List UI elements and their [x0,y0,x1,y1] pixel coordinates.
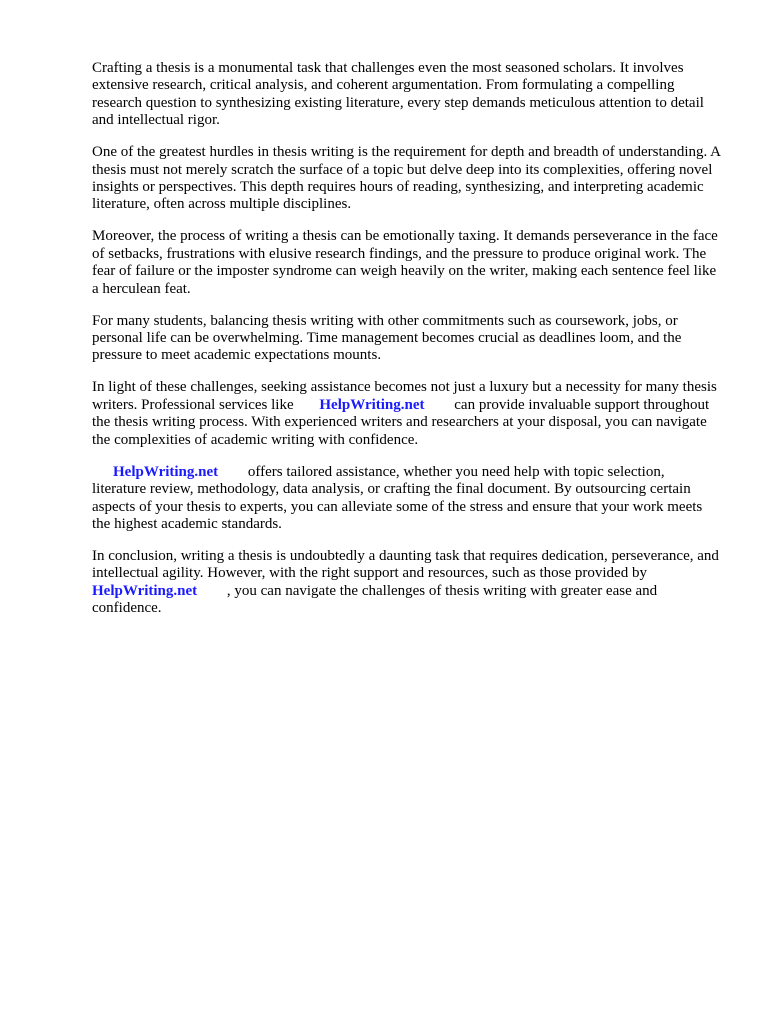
document-body [92,60,722,632]
helpwriting-link[interactable]: HelpWriting.net [113,463,219,480]
paragraph-conclusion-text-before: In conclusion, writing a thesis is undoubtedly a daunting task that requires dedication, perseverance, and intellectual agility. However, with the right support and resources, such as those provided by [92,547,719,582]
paragraph-assistance [92,379,722,449]
paragraph-balance: For many students, balancing thesis writing with other commitments such as coursework, jobs, or personal life can be overwhelming. Time management becomes crucial as deadlines loom, and the pressure to meet academic expectations mounts. [92,312,682,364]
paragraph-tailored [92,464,722,534]
paragraph-assistance-text-before: In light of these challenges, seeking assistance becomes not just a luxury but a necessity for many thesis writers. Professional services like [92,379,717,413]
paragraph-assistance-text-after: can provide invaluable support throughout the thesis writing process. With experienced writers and researchers at your disposal, you can navigate the complexities of academic writing with confidence. [92,396,710,448]
helpwriting-link[interactable]: HelpWriting.net [92,582,198,599]
paragraph-intro: Crafting a thesis is a monumental task that challenges even the most seasoned scholars. It involves extensive research, critical analysis, and coherent argumentation. From formulating a compelling research question to synthesizing existing literature, every step demands meticulous attention to detail and intellectual rigor. [92,60,704,129]
paragraph-emotional: Moreover, the process of writing a thesis can be emotionally taxing. It demands perseverance in the face of setbacks, frustrations with elusive research findings, and the pressure to produce original work. The fear of failure or the imposter syndrome can weigh heavily on the writer, making each sentence feel like a herculean feat. [92,228,718,297]
paragraph-conclusion-text-after: , you can navigate the challenges of thesis writing with greater ease and confidence. [92,582,658,617]
helpwriting-link[interactable]: HelpWriting.net [319,396,425,413]
paragraph-conclusion [92,548,722,618]
paragraph-depth: One of the greatest hurdles in thesis writing is the requirement for depth and breadth of understanding. A thesis must not merely scratch the surface of a topic but delve deep into its complexities, offering novel insights or perspectives. This depth requires hours of reading, synthesizing, and interpreting academic literature, often across multiple disciplines. [92,144,721,213]
paragraph-tailored-text: offers tailored assistance, whether you need help with topic selection, literature review, methodology, data analysis, or crafting the final document. By outsourcing certain aspects of your thesis to experts, you can alleviate some of the stress and ensure that your work meets the highest academic standards. [92,463,703,532]
